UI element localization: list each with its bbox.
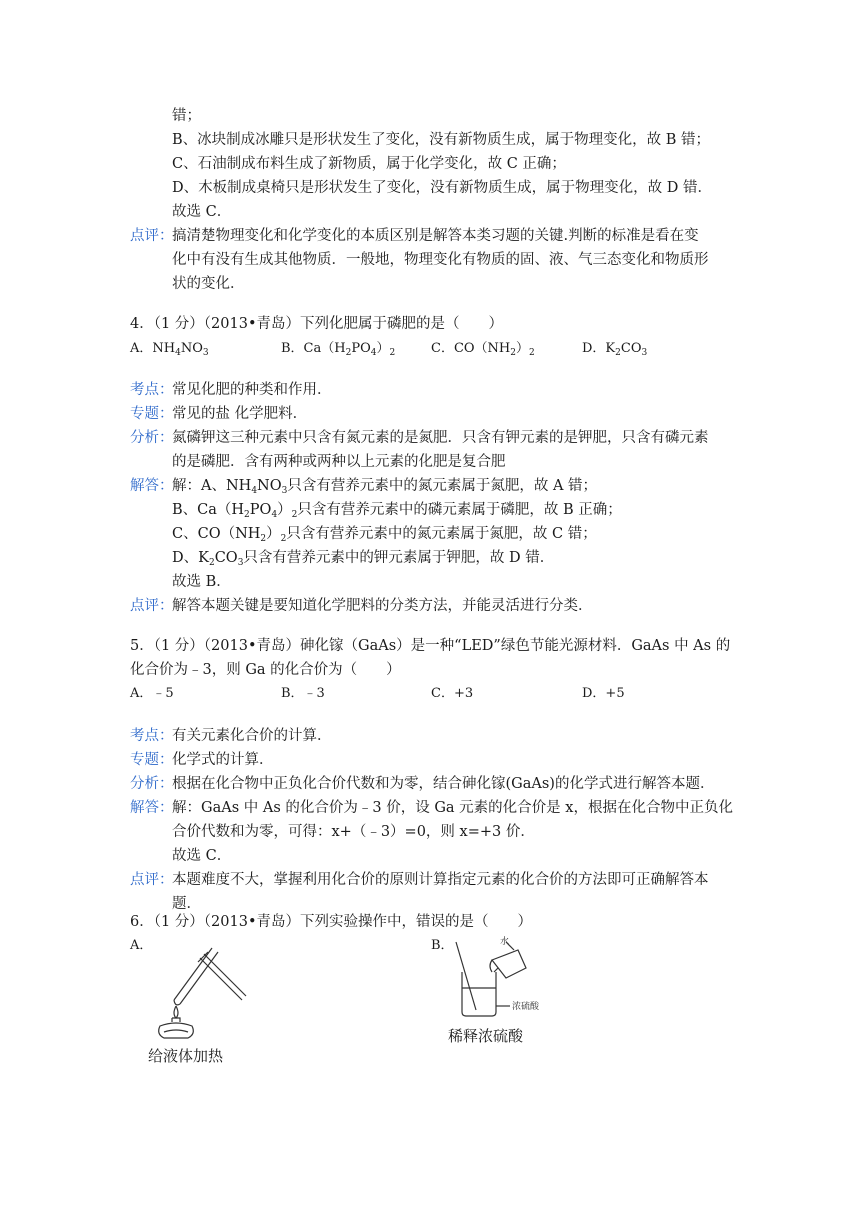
q5-fenxi: 根据在化合物中正负化合价代数和为零，结合砷化镓(GaAs)的化学式进行解答本题． xyxy=(172,776,715,792)
q3-comment-line1: 搞清楚物理变化和化学变化的本质区别是解答本类习题的关键.判断的标准是看在变 xyxy=(172,228,699,244)
q4-jieda-b: B、$Ca(H_2PO_4)_2$只含有营养元素中的磷元素属于磷肥，故 B 正确； xyxy=(172,502,622,520)
q4-fenxi-line1: 氮磷钾这三种元素中只含有氮元素的是氮肥．只含有钾元素的是钾肥，只含有磷元素 xyxy=(172,430,709,446)
q3-choose: 故选 C． xyxy=(172,204,232,220)
q5-fenxi-label: 分析： xyxy=(130,776,174,792)
q6-caption-a: 给液体加热 xyxy=(148,1047,224,1065)
q5-choose: 故选 C． xyxy=(172,848,232,864)
q5-option-b: B．﹣3 xyxy=(281,686,325,701)
q5-dianping-line1: 本题难度不大，掌握利用化合价的原则计算指定元素的化合价的方法即可正确解答本 xyxy=(172,872,709,888)
q4-kaodian-label: 考点： xyxy=(130,382,174,398)
q3-answer-c: C、石油制成布料生成了新物质，属于化学变化，故 C 正确； xyxy=(172,156,566,172)
q4-fenxi-line2: 的是磷肥．含有两种或两种以上元素的化肥是复合肥 xyxy=(172,454,506,470)
q4-kaodian: 常见化肥的种类和作用． xyxy=(172,382,332,398)
q4-fenxi-label: 分析： xyxy=(130,430,174,446)
q3-answer-d: D、木板制成桌椅只是形状发生了变化，没有新物质生成，属于物理变化，故 D 错． xyxy=(172,180,712,196)
q5-jieda-line1: 解：GaAs 中 As 的化合价为﹣3 价，设 Ga 元素的化合价是 x，根据在化合物中正负化 xyxy=(172,800,733,816)
q6-stem: 6．（1 分）（2013•青岛）下列实验操作中，错误的是（ ） xyxy=(130,914,533,930)
q3-comment-line3: 状的变化． xyxy=(172,276,245,292)
q5-jieda-label: 解答： xyxy=(130,800,174,816)
dilute-sulfuric-acid-figure xyxy=(448,932,558,1024)
q4-dianping-label: 点评： xyxy=(130,598,174,614)
q5-stem-line2: 化合价为﹣3，则 Ga 的化合价为（ ） xyxy=(130,662,401,678)
q5-zhuanti: 化学式的计算． xyxy=(172,752,274,768)
heating-liquid-figure xyxy=(142,940,252,1040)
q4-jieda-c: C、$CO(NH_2)_2$只含有营养元素中的氮元素属于氮肥，故 C 错； xyxy=(172,526,597,544)
q4-option-b: B．$Ca(H_2PO_4)_2$ xyxy=(281,341,396,358)
q4-stem: 4．（1 分）（2013•青岛）下列化肥属于磷肥的是（ ） xyxy=(130,316,504,332)
q3-comment-line2: 化中有没有生成其他物质．一般地，物理变化有物质的固、液、气三态变化和物质形 xyxy=(172,252,709,268)
q3-comment-label: 点评： xyxy=(130,228,174,244)
q6-option-b: B． xyxy=(431,938,454,953)
q5-zhuanti-label: 专题： xyxy=(130,752,174,768)
q4-dianping: 解答本题关键是要知道化学肥料的分类方法，并能灵活进行分类． xyxy=(172,598,593,614)
q5-kaodian: 有关元素化合价的计算． xyxy=(172,728,332,744)
q4-zhuanti: 常见的盐 化学肥料． xyxy=(172,406,308,422)
q4-zhuanti-label: 专题： xyxy=(130,406,174,422)
q6-caption-b: 稀释浓硫酸 xyxy=(448,1027,524,1045)
q5-option-d: D．+5 xyxy=(582,686,625,701)
q5-stem-line1: 5．（1 分）（2013•青岛）砷化镓（GaAs）是一种“LED”绿色节能光源材料．GaAs 中 As 的 xyxy=(130,638,731,654)
label-concentrated-acid: 浓硫酸 xyxy=(512,1002,540,1012)
q5-jieda-line2: 合价代数和为零，可得：x+（﹣3）=0，则 x=+3 价． xyxy=(172,824,535,840)
label-water: 水 xyxy=(500,937,510,947)
q5-option-a: A．﹣5 xyxy=(130,686,174,701)
q5-option-c: C．+3 xyxy=(431,686,474,701)
q3-answer-b: B、冰块制成冰雕只是形状发生了变化，没有新物质生成，属于物理变化，故 B 错； xyxy=(172,132,711,148)
q5-dianping-label: 点评： xyxy=(130,872,174,888)
q3-tail: 错； xyxy=(172,108,201,124)
q4-option-c: C．$CO(NH_2)_2$ xyxy=(431,341,535,358)
q6-option-a: A． xyxy=(130,938,153,953)
q4-option-a: A．$NH_4NO_3$ xyxy=(130,341,209,358)
q4-option-d: D．$K_2CO_3$ xyxy=(582,341,648,358)
q4-jieda-d: D、$K_2CO_3$只含有营养元素中的钾元素属于钾肥，故 D 错． xyxy=(172,550,555,568)
q4-jieda-label: 解答： xyxy=(130,478,174,494)
q4-choose: 故选 B． xyxy=(172,574,231,590)
q5-dianping-line2: 题． xyxy=(172,896,201,912)
q5-kaodian-label: 考点： xyxy=(130,728,174,744)
q4-jieda-a: 解：A、$NH_4NO_3$只含有营养元素中的氮元素属于氮肥，故 A 错； xyxy=(172,478,598,496)
